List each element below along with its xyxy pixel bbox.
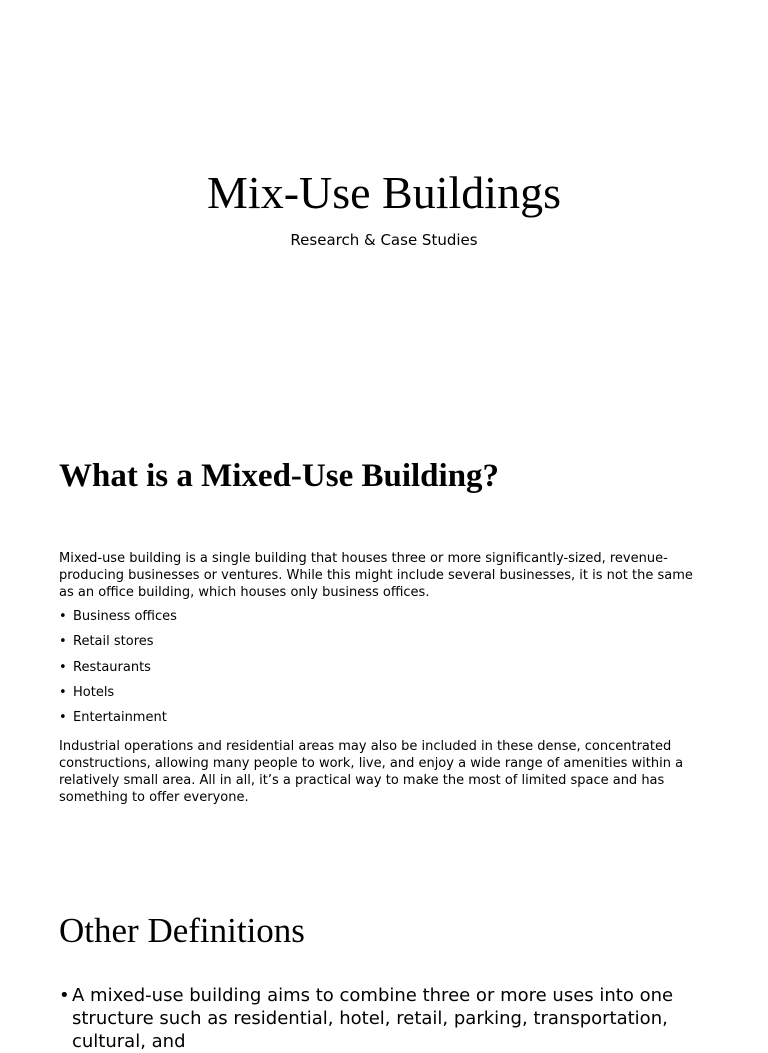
title-slide — [0, 0, 768, 400]
list-item: • Entertainment — [59, 709, 709, 734]
closing-paragraph: Industrial operations and residential areas may also be included in these dense, concentrated constructions, allowing many people to work, live, and enjoy a wide range of amenities within a relatively small area. All in all, it’s a practical way to make the most of limited space and has something to offer everyone. — [59, 739, 684, 806]
what-is-body — [59, 550, 709, 806]
list-item: • Restaurants — [59, 659, 709, 684]
intro-paragraph: Mixed-use building is a single building that houses three or more significantly-sized, revenue-producing businesses or ventures. While this might include several businesses, it is not the same as an office building, which houses only business offices. — [59, 551, 693, 600]
list-item: • Hotels — [59, 684, 709, 709]
presentation-title: Mix-Use Buildings — [207, 167, 561, 218]
what-is-heading: What is a Mixed-Use Building? — [59, 458, 500, 494]
definitions-list — [59, 984, 719, 1053]
list-item: • A mixed-use building aims to combine three or more uses into one structure such as residential, hotel, retail, parking, transportation, cultural, and — [59, 984, 719, 1053]
definitions-slide — [0, 880, 768, 1052]
list-item: • Retail stores — [59, 633, 709, 658]
definitions-heading: Other Definitions — [59, 911, 305, 950]
list-item: • Business offices — [59, 608, 709, 633]
business-types-list — [59, 608, 709, 734]
what-is-slide — [0, 400, 768, 880]
presentation-subtitle: Research & Case Studies — [290, 231, 478, 249]
